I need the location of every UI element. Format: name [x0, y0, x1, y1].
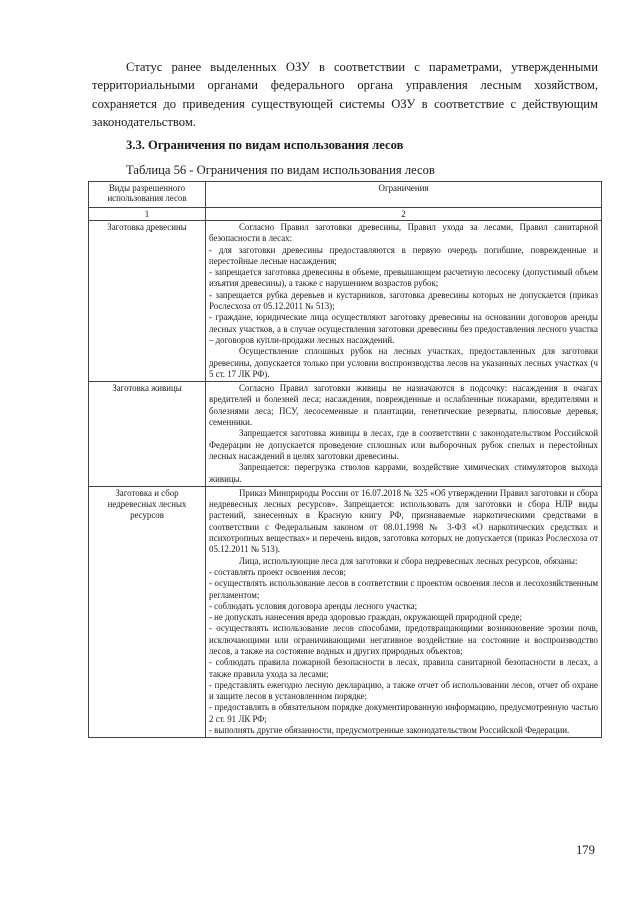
restriction-paragraph: Осуществление сплошных рубок на лесных участках, предоставленных для заготовки древесины, допускается только при условии воспроизводства лесов на указанных лесных участках (ч 5 ст. 17 ЛК РФ). [209, 346, 598, 379]
restriction-paragraph: - осуществлять использование лесов в соответствии с проектом освоения лесов и лесохозяйственным регламентом; [209, 578, 598, 600]
restriction-paragraph: Согласно Правил заготовки древесины, Правил ухода за лесами, Правил санитарной безопасности в лесах: [209, 222, 598, 244]
numbering-cell-2: 2 [206, 208, 602, 221]
restriction-paragraph: - предоставлять в обязательном порядке документированную информацию, предусмотренную частью 2 ст. 91 ЛК РФ; [209, 702, 598, 724]
intro-text: Статус ранее выделенных ОЗУ в соответствии с параметрами, утвержденными территориальными органами федерального органа управления лесным хозяйством, сохраняется до приведения существующей системы ОЗУ в соответствие с действующим законодательством. [92, 60, 598, 130]
section-heading: 3.3. Ограничения по видам использования лесов [126, 138, 404, 152]
restriction-paragraph: Согласно Правил заготовки живицы не назначаются в подсочку: насаждения в очагах вредителей и болезней леса; насаждения, поврежденные и ослабленные пожарами, вредителями и болезнями леса; ПСУ, лесосеменные и плантации, генетические резерваты, плюсовые деревья, семенники. [209, 383, 598, 428]
restriction-paragraph: - соблюдать правила пожарной безопасности в лесах, правила санитарной безопасности в лесах, а также правила ухода за лесами; [209, 657, 598, 679]
table-row [89, 382, 602, 487]
restriction-paragraph: Запрещается: перегрузка стволов каррами, воздействие химических стимуляторов выхода живицы. [209, 462, 598, 484]
restrictions-cell [206, 221, 602, 382]
restriction-paragraph: - соблюдать условия договора аренды лесного участка; [209, 600, 418, 611]
restriction-paragraph: - запрещается заготовка древесины в объеме, превышающем расчетную лесосеку (допустимый объем изъятия древесины), а также с нарушением возрастов рубок; [209, 267, 598, 289]
restriction-paragraph: - не допускать нанесения вреда здоровью граждан, окружающей природной среде; [209, 612, 522, 623]
restriction-paragraph: - составлять проект освоения лесов; [209, 566, 346, 577]
restriction-paragraph: - осуществлять использование лесов способами, предотвращающими возникновение эрозии почв, исключающими или ограничивающими негативное воздействие на состояние и воспроизводство лесов, а также на состояние водных и других природных объектов; [209, 623, 598, 656]
table-row [89, 221, 602, 382]
restriction-paragraph: - представлять ежегодно лесную декларацию, а также отчет об использовании лесов, отчет об охране и защите лесов в установленном порядке; [209, 679, 598, 702]
restriction-paragraph: - выполнять другие обязанности, предусмотренные законодательством Российской Федерации. [209, 725, 570, 736]
use-type-cell: Заготовка живицы [89, 382, 206, 487]
restriction-paragraph: - граждане, юридические лица осуществляют заготовку древесины на основании договоров аренды лесных участков, а в случае осуществления заготовки древесины без предоставления лесного участка – договоров купли-продажи лесных насаждений. [209, 312, 598, 345]
header-cell-restrictions: Ограничения [206, 182, 602, 208]
use-type-cell: Заготовка и сбор недревесных лесных ресурсов [89, 486, 206, 738]
table-numbering-row [89, 208, 602, 221]
restriction-paragraph: Лица, использующие леса для заготовки и сбора недревесных лесных ресурсов, обязаны: [239, 555, 578, 566]
restrictions-table [88, 181, 602, 738]
intro-paragraph [92, 58, 598, 132]
numbering-cell-1: 1 [89, 208, 206, 221]
restrictions-cell [206, 486, 602, 738]
restriction-paragraph: Запрещается заготовка живицы в лесах, где в соответствии с законодательством Российской Федерации не допускается проведение сплошных или выборочных рубок спелых и перестойных лесных насаждений в целях заготовки древесины. [209, 428, 598, 461]
restriction-paragraph: - запрещается рубка деревьев и кустарников, заготовка древесины которых не допускается (приказ Рослесхоза от 05.12.2011 № 513); [209, 289, 598, 312]
use-type-cell: Заготовка древесины [89, 221, 206, 382]
page-number: 179 [576, 843, 595, 857]
restriction-paragraph: Приказ Минприроды России от 16.07.2018 № 325 «Об утверждении Правил заготовки и сбора недревесных лесных ресурсов». Запрещается: использовать для заготовки и сбора НЛР виды растений, занесенных в Красную книгу РФ, признаваемые наркотическими средствами в соответствии с Федеральным законом от 08.01.1998 № 3-ФЗ «О наркотических средствах и психотропных веществах» и перечень видов, заготовка которых не допускается (приказ Рослесхоза от 05.12.2011 № 513). [209, 487, 598, 555]
header-cell-use-type: Виды разрешенного использования лесов [89, 182, 206, 208]
restrictions-cell [206, 382, 602, 487]
table-row [89, 486, 602, 738]
restriction-paragraph: - для заготовки древесины предоставляются в первую очередь погибшие, поврежденные и перестойные лесные насаждения; [209, 244, 598, 266]
table-header-row [89, 182, 602, 208]
table-caption: Таблица 56 - Ограничения по видам использования лесов [126, 163, 435, 177]
